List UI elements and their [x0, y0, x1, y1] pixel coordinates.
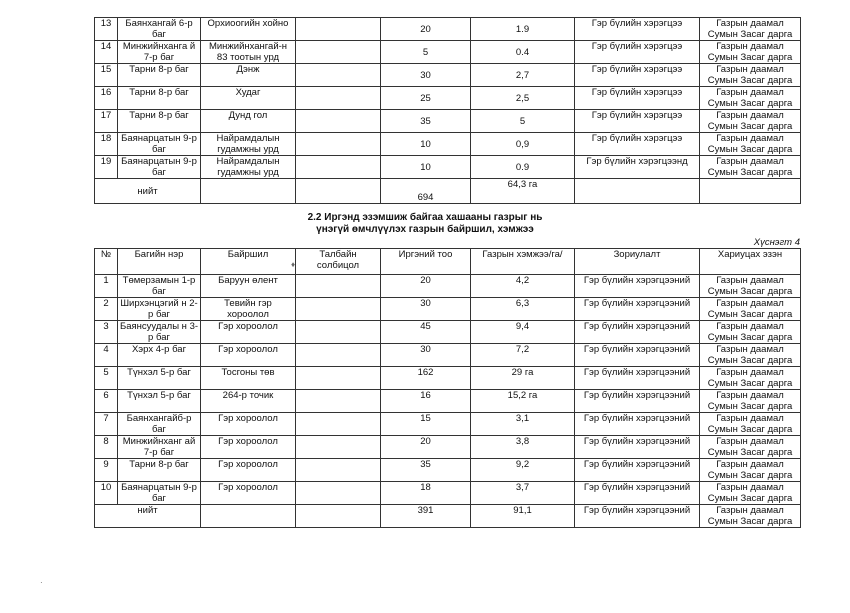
cell-count: 18: [381, 482, 471, 505]
cell-count: 20: [381, 18, 471, 41]
cell-place: Баруун өлент: [201, 275, 296, 298]
cell-purpose: Гэр бүлийн хэрэгцээний: [575, 321, 700, 344]
cell-resp: Газрын даамал Сумын Засаг дарга: [700, 344, 801, 367]
cell-place: 264-р точик: [201, 390, 296, 413]
cell-no: 3: [95, 321, 118, 344]
cell-place: [201, 505, 296, 528]
table-label: Хүснэгт 4: [753, 237, 800, 248]
cell-bag: Тарни 8-р баг: [118, 110, 201, 133]
table-row: [95, 344, 801, 367]
table-row: [95, 436, 801, 459]
cell-no: 14: [95, 41, 118, 64]
total-size: 64,3 га: [471, 179, 575, 204]
section-subtitle: үнэгүй өмчлүүлэх газрын байршил, хэмжээ: [316, 224, 534, 235]
cell-size: 7,2: [471, 344, 575, 367]
table-row: [95, 41, 801, 64]
header-purpose: Зориулалт: [575, 249, 700, 275]
table-row: [95, 110, 801, 133]
cell-bag: Хэрх 4-р баг: [118, 344, 201, 367]
cell-count: 30: [381, 344, 471, 367]
cell-no: 1: [95, 275, 118, 298]
cell-count: 20: [381, 275, 471, 298]
cell-purpose: Гэр бүлийн хэрэгцээ: [575, 18, 700, 41]
cell-no: 7: [95, 413, 118, 436]
cell-no: 15: [95, 64, 118, 87]
cell-count: 25: [381, 87, 471, 110]
cell-area: [296, 367, 381, 390]
cell-area: [296, 179, 381, 204]
cell-count: 15: [381, 413, 471, 436]
table-row: [95, 64, 801, 87]
total-size: 91,1: [471, 505, 575, 528]
cell-size: 2,5: [471, 87, 575, 110]
cell-purpose: Гэр бүлийн хэрэгцээний: [575, 436, 700, 459]
cell-no: 4: [95, 344, 118, 367]
cell-place: Гэр хороолол: [201, 459, 296, 482]
scan-speck-icon: ♦: [291, 260, 296, 269]
cell-resp: [700, 179, 801, 204]
cell-purpose: Гэр бүлийн хэрэгцээний: [575, 482, 700, 505]
cell-size: 0.4: [471, 41, 575, 64]
cell-area: [296, 413, 381, 436]
cell-area: [296, 482, 381, 505]
cell-place: Гэр хороолол: [201, 321, 296, 344]
cell-no: 8: [95, 436, 118, 459]
cell-place: Дунд гол: [201, 110, 296, 133]
cell-no: 2: [95, 298, 118, 321]
cell-place: Гэр хороолол: [201, 413, 296, 436]
cell-place: Тевийн гэр хороолол: [201, 298, 296, 321]
cell-place: Гэр хороолол: [201, 482, 296, 505]
cell-bag: Минжийнханга й 7-р баг: [118, 41, 201, 64]
cell-resp: Газрын даамал Сумын Засаг дарга: [700, 110, 801, 133]
cell-resp: Газрын даамал Сумын Засаг дарга: [700, 367, 801, 390]
cell-count: 162: [381, 367, 471, 390]
cell-size: 2,7: [471, 64, 575, 87]
land-table-4: [94, 248, 801, 528]
cell-bag: Баянхангайб-р баг: [118, 413, 201, 436]
table-row: [95, 367, 801, 390]
cell-area: [296, 275, 381, 298]
cell-resp: Газрын даамал Сумын Засаг дарга: [700, 133, 801, 156]
cell-count: 35: [381, 110, 471, 133]
table-row: [95, 413, 801, 436]
cell-size: 9,4: [471, 321, 575, 344]
cell-bag: Баянарцатын 9-р баг: [118, 133, 201, 156]
cell-bag: Баянарцатын 9-р баг: [118, 482, 201, 505]
header-count: Иргэний тоо: [381, 249, 471, 275]
cell-resp: Газрын даамал Сумын Засаг дарга: [700, 87, 801, 110]
total-count: 694: [381, 179, 471, 204]
cell-resp: Газрын даамал Сумын Засаг дарга: [700, 321, 801, 344]
cell-place: Худаг: [201, 87, 296, 110]
table-row: [95, 275, 801, 298]
cell-area: [296, 321, 381, 344]
cell-area: [296, 298, 381, 321]
cell-size: 0.9: [471, 156, 575, 179]
cell-resp: Газрын даамал Сумын Засаг дарга: [700, 41, 801, 64]
total-row: [95, 179, 801, 204]
cell-resp: Газрын даамал Сумын Засаг дарга: [700, 459, 801, 482]
cell-size: 3,7: [471, 482, 575, 505]
cell-resp: Газрын даамал Сумын Засаг дарга: [700, 413, 801, 436]
cell-area: [296, 156, 381, 179]
cell-place: Найрамдалын гудамжны урд: [201, 156, 296, 179]
cell-area: [296, 436, 381, 459]
header-bag: Багийн нэр: [118, 249, 201, 275]
cell-area: [296, 390, 381, 413]
cell-resp: Газрын даамал Сумын Засаг дарга: [700, 275, 801, 298]
table-row: [95, 156, 801, 179]
cell-size: 0,9: [471, 133, 575, 156]
cell-count: 35: [381, 459, 471, 482]
cell-size: 29 га: [471, 367, 575, 390]
cell-purpose: Гэр бүлийн хэрэгцээ: [575, 41, 700, 64]
header-size: Газрын хэмжээ/га/: [471, 249, 575, 275]
cell-no: 6: [95, 390, 118, 413]
cell-resp: Газрын даамал Сумын Засаг дарга: [700, 156, 801, 179]
header-area: Талбайн солбицол: [296, 249, 381, 275]
cell-count: 16: [381, 390, 471, 413]
scan-speck-icon: ·: [40, 578, 43, 587]
cell-place: Гэр хороолол: [201, 436, 296, 459]
cell-area: [296, 18, 381, 41]
cell-no: 16: [95, 87, 118, 110]
total-label: нийт: [95, 179, 201, 204]
table-row: [95, 87, 801, 110]
section-title: 2.2 Иргэнд эзэмшиж байгаа хашааны газрыг нь: [307, 212, 543, 223]
cell-size: 4,2: [471, 275, 575, 298]
cell-place: Найрамдалын гудамжны урд: [201, 133, 296, 156]
cell-purpose: [575, 179, 700, 204]
cell-bag: Түнхэл 5-р баг: [118, 390, 201, 413]
cell-purpose: Гэр бүлийн хэрэгцээ: [575, 87, 700, 110]
cell-resp: Газрын даамал Сумын Засаг дарга: [700, 436, 801, 459]
cell-purpose: Гэр бүлийн хэрэгцээ: [575, 133, 700, 156]
cell-area: [296, 133, 381, 156]
cell-resp: Газрын даамал Сумын Засаг дарга: [700, 390, 801, 413]
total-count: 391: [381, 505, 471, 528]
cell-bag: Баянсуудалы н 3-р баг: [118, 321, 201, 344]
cell-purpose: Гэр бүлийн хэрэгцээний: [575, 390, 700, 413]
cell-size: 9,2: [471, 459, 575, 482]
cell-purpose: Гэр бүлийн хэрэгцээнд: [575, 156, 700, 179]
cell-size: 1.9: [471, 18, 575, 41]
cell-bag: Тарни 8-р баг: [118, 64, 201, 87]
table-header-row: [95, 249, 801, 275]
cell-area: [296, 87, 381, 110]
cell-purpose: Гэр бүлийн хэрэгцээний: [575, 298, 700, 321]
cell-place: Гэр хороолол: [201, 344, 296, 367]
cell-no: 10: [95, 482, 118, 505]
cell-purpose: Гэр бүлийн хэрэгцээний: [575, 275, 700, 298]
table-row: [95, 390, 801, 413]
cell-bag: Түнхэл 5-р баг: [118, 367, 201, 390]
cell-no: 13: [95, 18, 118, 41]
cell-count: 10: [381, 133, 471, 156]
cell-no: 18: [95, 133, 118, 156]
cell-purpose: Гэр бүлийн хэрэгцээний: [575, 367, 700, 390]
cell-size: 5: [471, 110, 575, 133]
cell-purpose: Гэр бүлийн хэрэгцээ: [575, 64, 700, 87]
cell-resp: Газрын даамал Сумын Засаг дарга: [700, 64, 801, 87]
cell-no: 5: [95, 367, 118, 390]
table-row: [95, 133, 801, 156]
land-table-continued: [94, 17, 801, 204]
table-row: [95, 18, 801, 41]
table-row: [95, 298, 801, 321]
cell-count: 30: [381, 298, 471, 321]
cell-purpose: Гэр бүлийн хэрэгцээний: [575, 459, 700, 482]
cell-area: [296, 505, 381, 528]
cell-purpose: Гэр бүлийн хэрэгцээ: [575, 110, 700, 133]
cell-resp: Газрын даамал Сумын Засаг дарга: [700, 298, 801, 321]
cell-no: 19: [95, 156, 118, 179]
cell-resp: Газрын даамал Сумын Засаг дарга: [700, 482, 801, 505]
cell-bag: Баянарцатын 9-р баг: [118, 156, 201, 179]
cell-purpose: Гэр бүлийн хэрэгцээний: [575, 344, 700, 367]
cell-place: [201, 179, 296, 204]
header-no: №: [95, 249, 118, 275]
cell-bag: Тарни 8-р баг: [118, 459, 201, 482]
cell-bag: Тарни 8-р баг: [118, 87, 201, 110]
cell-size: 6,3: [471, 298, 575, 321]
table-row: [95, 459, 801, 482]
total-resp: Газрын даамал Сумын Засаг дарга: [700, 505, 801, 528]
cell-place: Дэнж: [201, 64, 296, 87]
table-row: [95, 482, 801, 505]
cell-bag: Минжийнханг ай 7-р баг: [118, 436, 201, 459]
cell-size: 3,8: [471, 436, 575, 459]
cell-size: 15,2 га: [471, 390, 575, 413]
cell-bag: Төмерзамын 1-р баг: [118, 275, 201, 298]
header-resp: Хариуцах эзэн: [700, 249, 801, 275]
cell-bag: Ширхэнцэгий н 2-р баг: [118, 298, 201, 321]
cell-area: [296, 64, 381, 87]
cell-place: Орхиоогийн хойно: [201, 18, 296, 41]
total-purpose: Гэр бүлийн хэрэгцээний: [575, 505, 700, 528]
cell-place: Тосгоны төв: [201, 367, 296, 390]
cell-bag: Баянхангай 6-р баг: [118, 18, 201, 41]
cell-area: [296, 41, 381, 64]
cell-count: 5: [381, 41, 471, 64]
cell-count: 20: [381, 436, 471, 459]
header-place: Байршил: [201, 249, 296, 275]
cell-count: 10: [381, 156, 471, 179]
cell-area: [296, 459, 381, 482]
cell-area: [296, 344, 381, 367]
table-row: [95, 321, 801, 344]
cell-place: Минжийнхангай-н 83 тоотын урд: [201, 41, 296, 64]
cell-purpose: Гэр бүлийн хэрэгцээний: [575, 413, 700, 436]
cell-count: 45: [381, 321, 471, 344]
cell-no: 9: [95, 459, 118, 482]
total-row: [95, 505, 801, 528]
cell-no: 17: [95, 110, 118, 133]
total-label: нийт: [95, 505, 201, 528]
cell-area: [296, 110, 381, 133]
cell-size: 3,1: [471, 413, 575, 436]
cell-count: 30: [381, 64, 471, 87]
cell-resp: Газрын даамал Сумын Засаг дарга: [700, 18, 801, 41]
